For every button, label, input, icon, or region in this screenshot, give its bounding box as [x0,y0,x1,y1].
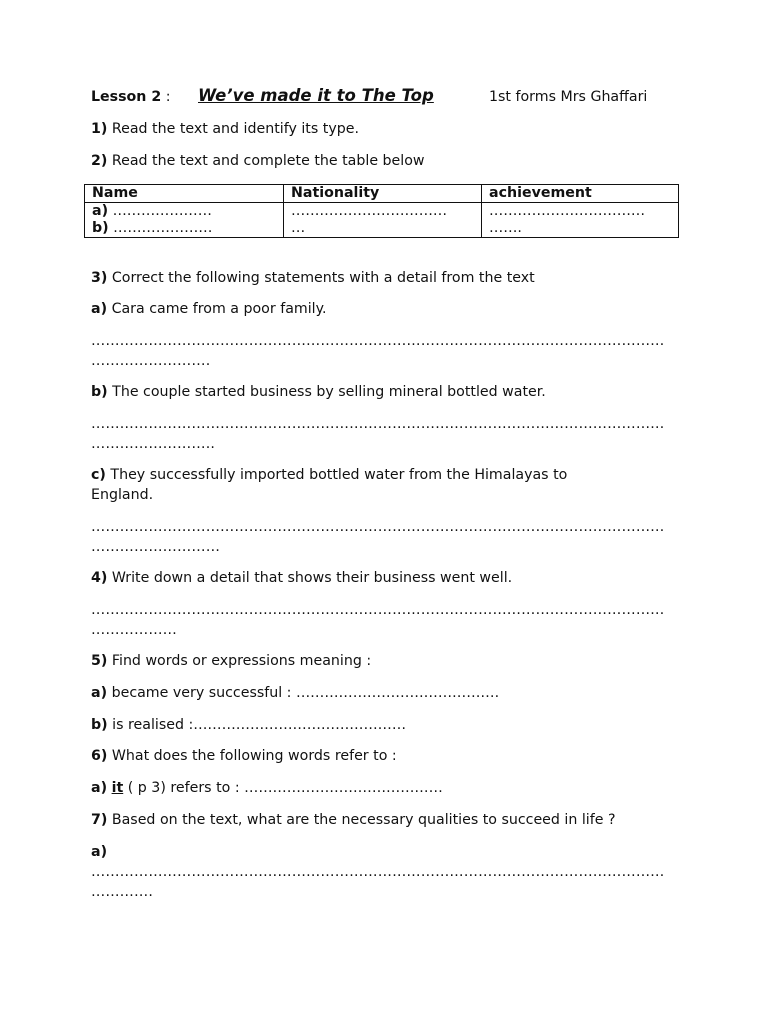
question-5 [91,652,371,670]
question-5-text: Find words or expressions meaning : [111,653,372,669]
question-6a-marker: a) [91,780,108,796]
table-cell-nationality [284,203,482,238]
table-cell-name-b [92,220,276,237]
question-7-text: Based on the text, what are the necessary qualities to succeed in life ? [111,812,616,828]
question-3 [91,269,535,287]
question-1 [91,120,359,138]
question-3b [91,383,546,401]
question-6a [91,779,443,797]
question-2-text: Read the text and complete the table below [111,153,425,169]
table-cell-name [85,203,284,238]
answer-blank[interactable]: …………………………… [291,203,448,219]
table-cell-name-a [92,203,276,220]
answer-line[interactable]: ………………………………………………………………………………………………………… [91,519,665,535]
question-7-number: 7) [91,812,108,828]
answer-line[interactable]: …………. [91,884,154,900]
question-3c-continued: England. [91,487,154,503]
question-3c-marker: c) [91,467,106,483]
answer-line[interactable]: ……………… [91,622,178,638]
answer-blank[interactable]: ………………… [113,220,213,236]
question-3b-text: The couple started business by selling mineral bottled water. [112,384,546,400]
table-row [85,203,679,238]
question-6 [91,747,397,765]
table-cell-achievement [482,203,679,238]
question-3a-marker: a) [91,301,108,317]
answer-line[interactable]: ………………………………………………………………………………………………………… [91,864,665,880]
lesson-title-text: We’ve made it to The Top [198,86,434,105]
question-6-text: What does the following words refer to : [111,748,397,764]
question-5a [91,684,499,702]
table-header-name: Name [85,185,284,203]
question-3a-text: Cara came from a poor family. [111,301,327,317]
question-3c-text: They successfully imported bottled water from the Himalayas to [110,467,568,483]
question-5b [91,716,406,734]
table-header-row [85,185,679,203]
table-header-achievement: achievement [482,185,679,203]
answer-table [84,184,679,238]
question-5-number: 5) [91,653,108,669]
question-5b-marker: b) [91,717,108,733]
question-3c [91,466,567,484]
question-2 [91,152,425,170]
question-1-text: Read the text and identify its type. [111,121,359,137]
answer-line[interactable]: ………………………………………………………………………………………………………… [91,416,665,432]
lesson-title [198,87,434,106]
question-6a-text[interactable]: ( p 3) refers to : …………………………………… [123,780,443,796]
question-3-number: 3) [91,270,108,286]
question-5a-text[interactable]: became very successful : ……………………………………. [111,685,500,701]
question-3-text: Correct the following statements with a detail from the text [111,270,535,286]
question-2-number: 2) [91,153,108,169]
question-5a-marker: a) [91,685,108,701]
question-6-number: 6) [91,748,108,764]
answer-blank[interactable]: … [291,220,306,236]
answer-line[interactable]: ……………………… [91,539,221,555]
form-teacher: 1st forms Mrs Ghaffari [489,89,648,105]
answer-line[interactable]: ………………………………………………………………………………………………………… [91,602,665,618]
question-6a-word: it [111,780,124,796]
question-3a [91,300,326,318]
question-4 [91,569,512,587]
question-7a-marker: a) [91,844,108,860]
lesson-colon: : [165,89,171,105]
answer-blank[interactable]: ………………… [112,203,212,219]
lesson-label: Lesson 2 [91,89,162,105]
question-3b-marker: b) [91,384,108,400]
question-7 [91,811,616,829]
answer-line[interactable]: ………………………………………………………………………………………………………… [91,333,665,349]
answer-line[interactable]: ……………………. [91,353,211,369]
answer-line[interactable]: …………………….. [91,436,216,452]
table-header-nationality: Nationality [284,185,482,203]
row-marker-b: b) [92,220,109,236]
row-marker-a: a) [92,203,109,219]
question-5b-text[interactable]: is realised :……………………………………… [112,717,407,733]
lesson-header [91,88,171,106]
question-4-number: 4) [91,570,108,586]
question-4-text: Write down a detail that shows their business went well. [111,570,513,586]
answer-blank[interactable]: ……. [489,220,522,236]
answer-blank[interactable]: …………………………… [489,203,646,219]
question-1-number: 1) [91,121,108,137]
